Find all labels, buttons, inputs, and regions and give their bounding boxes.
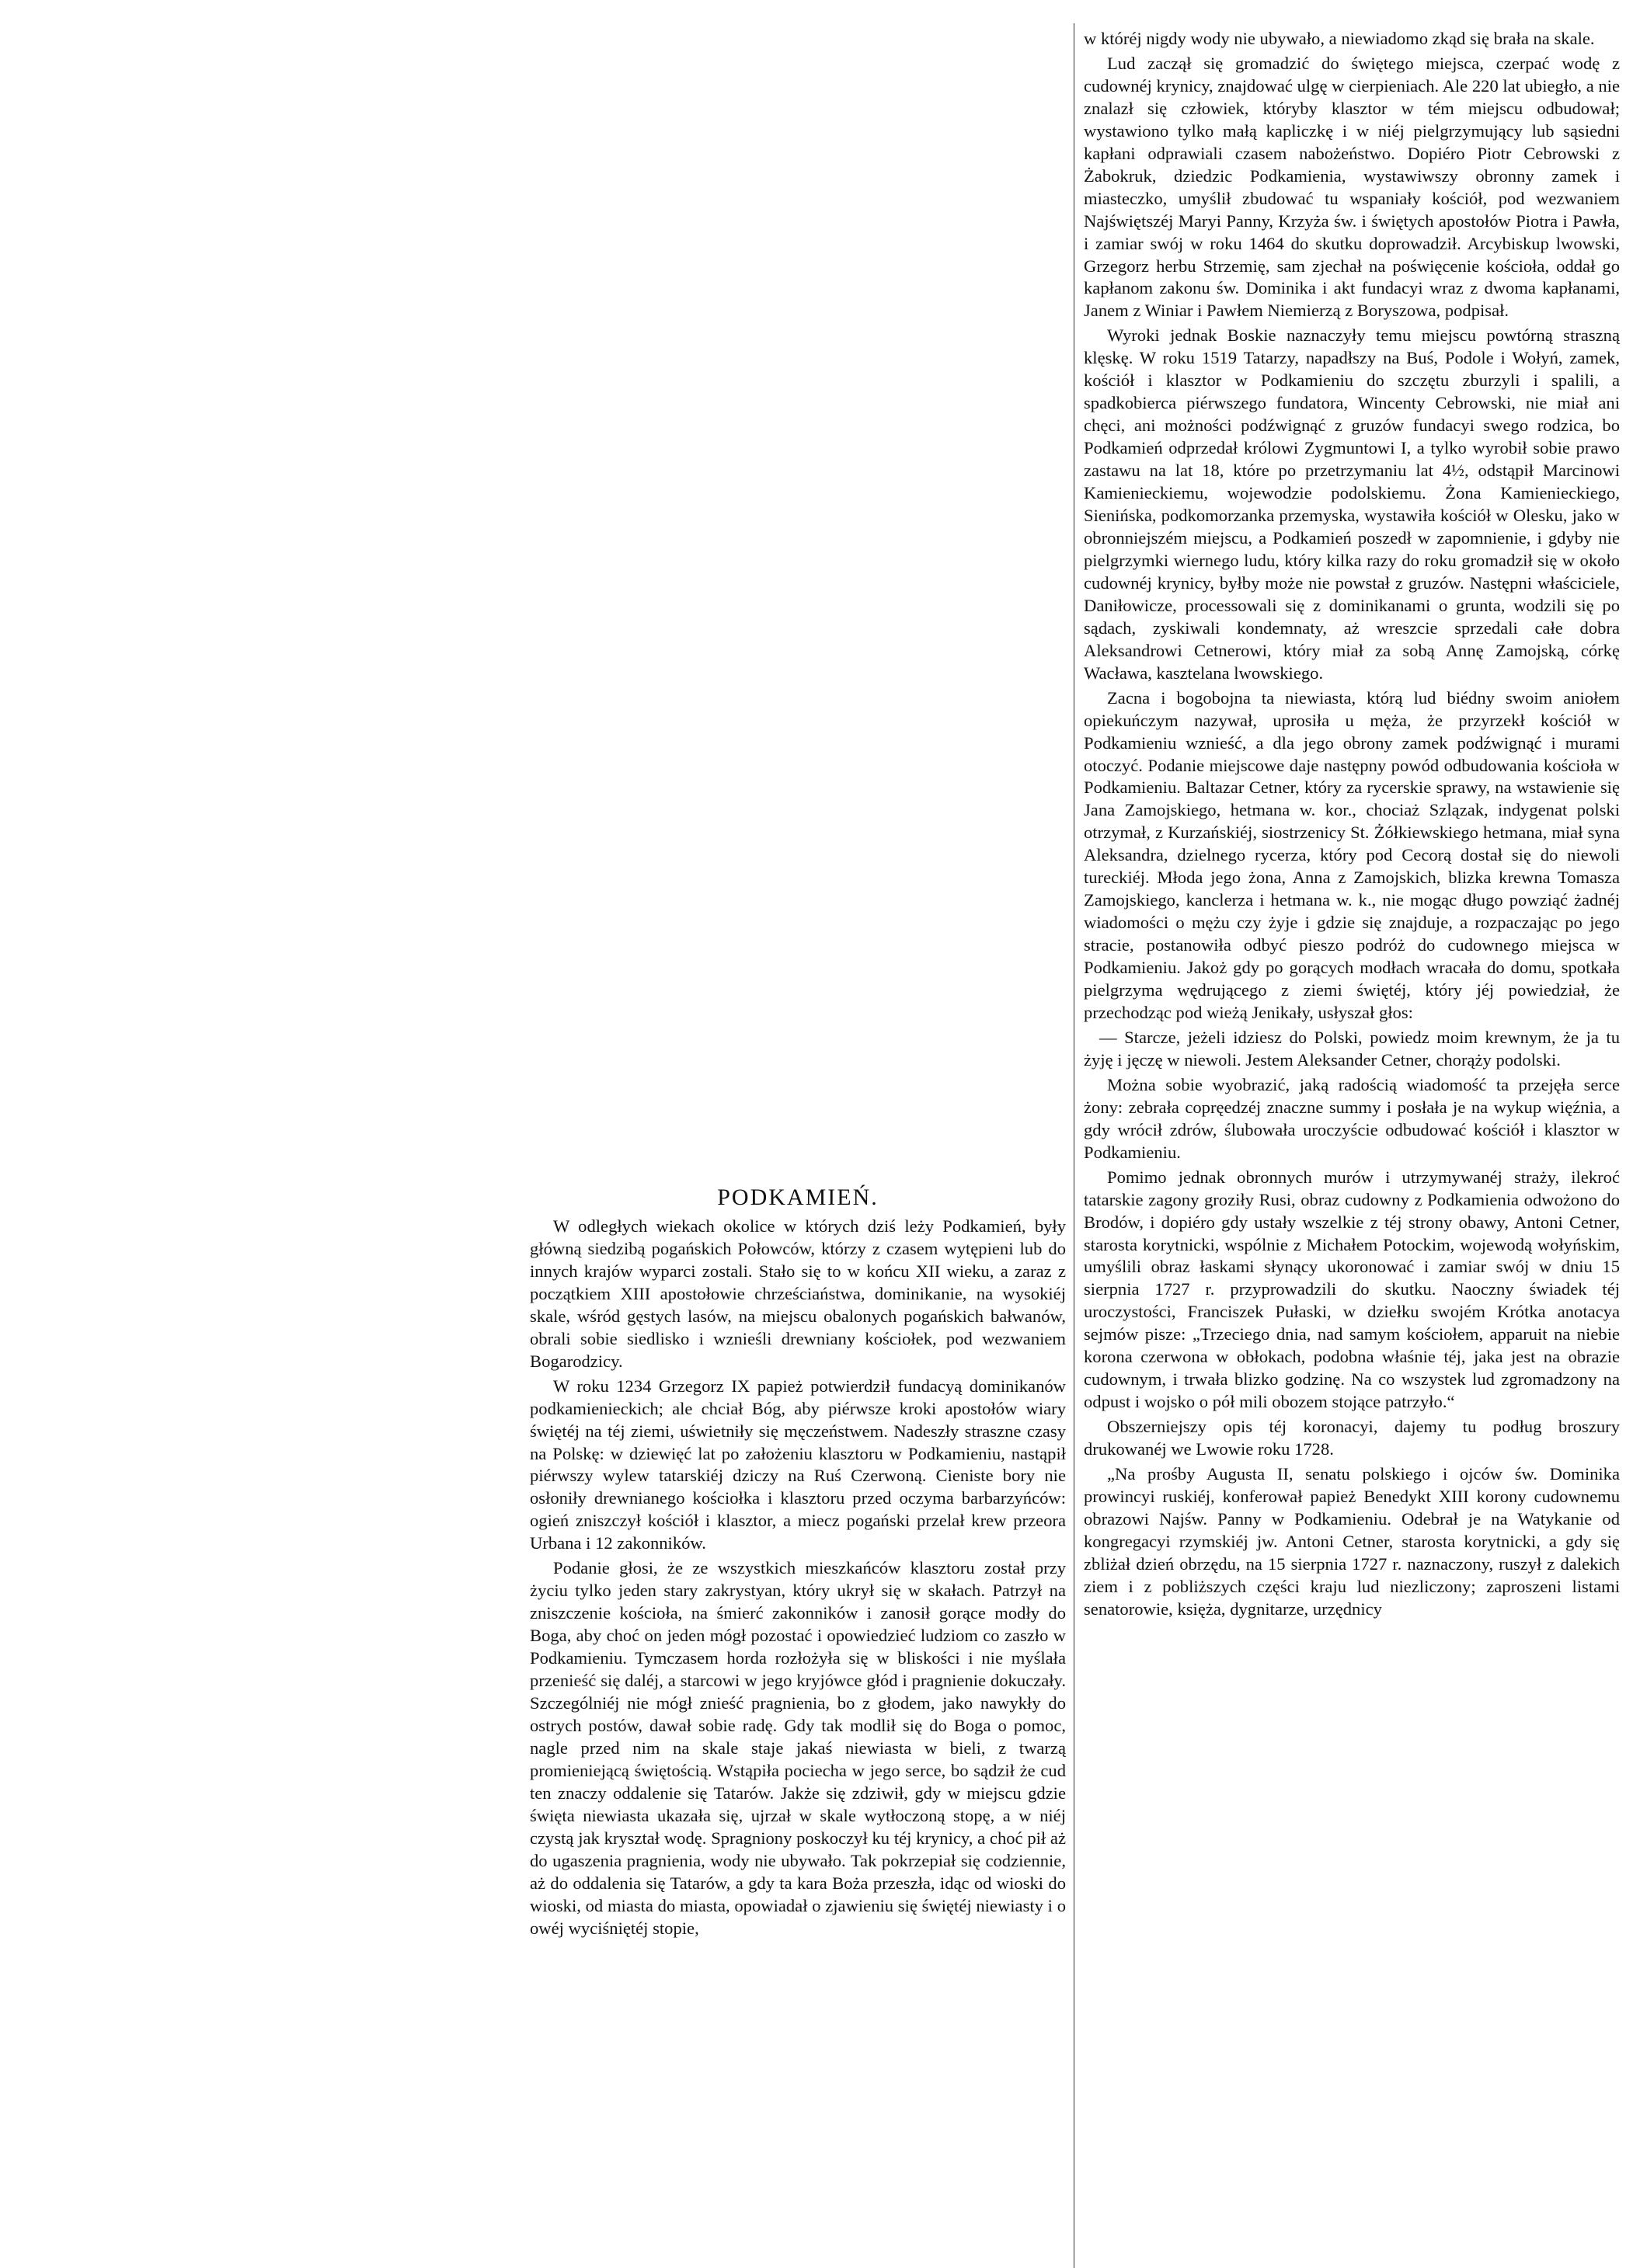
paragraph: Podanie głosi, że ze wszystkich mieszkańców klasztoru został przy życiu tylko jeden stary zakrystyan, który ukrył się w skałach. Patrzył na zniszczenie kościoła, na śmierć zakonników i zanosił gorące modły do Boga, aby choć on jeden mógł pozostać i opowiedzieć ludziom co zaszło w Podkamieniu. Tymczasem horda rozłożyła się w bliskości i nie myślała przenieść się daléj, a starcowi w jego kryjówce głód i pragnienie dokuczały. Szczególniéj nie mógł znieść pragnienia, bo z głodem, jako nawykły do ostrych postów, dawał sobie radę. Gdy tak modlił się do Boga o pomoc, nagle przed nim na skale staje jakaś niewiasta w bieli, z twarzą promieniejącą świętością. Wstąpiła pociecha w jego serce, bo sądził że cud ten znaczy oddalenie się Tatarów. Jakże się zdziwił, gdy w miejscu gdzie święta niewiasta ukazała się, ujrzał w skale wytłoczoną stopę, a w niéj czystą jak kryształ wodę. Spragniony poskoczył ku téj krynicy, a choć pił aż do ugaszenia pragnienia, wody nie ubywało. Tak pokrzepiał się codziennie, aż do oddalenia się Tatarów, a gdy ta kara Boża przeszła, idąc od wioski do wioski, od miasta do miasta, opowiadał o zjawieniu się świętéj niewiasty i o owéj wyciśniętéj stopie, <box>530 1558 1066 1938</box>
paragraph: Lud zaczął się gromadzić do świętego miejsca, czerpać wodę z cudownéj krynicy, znajdować ulgę w cierpieniach. Ale 220 lat ubiegło, a nie znalazł się człowiek, któryby klasztor w tém miejscu odbudował; wystawiono tylko małą kapliczkę i w niéj pielgrzymujący lub sąsiedni kapłani odprawiali czasem nabożeństwo. Dopiéro Piotr Cebrowski z Żabokruk, dziedzic Podkamienia, wystawiwszy obronny zamek i miasteczko, umyślił zbudować tu wspaniały kościół, pod wezwaniem Najświętszéj Maryi Panny, Krzyża św. i świętych apostołów Piotra i Pawła, i zamiar swój w roku 1464 do skutku doprowadził. Arcybiskup lwowski, Grzegorz herbu Strzemię, sam zjechał na poświęcenie kościoła, oddał go kapłanom zakonu św. Dominika i akt fundacyi wraz z dwoma kapłanami, Janem z Winiar i Pawłem Niemierzą z Boryszowa, podpisał. <box>1084 53 1620 321</box>
paragraph: Wyroki jednak Boskie naznaczyły temu miejscu powtórną straszną klęskę. W roku 1519 Tatarzy, napadłszy na Buś, Podole i Wołyń, zamek, kościół i klasztor w Podkamieniu do szczętu zburzyli i spalili, a spadkobierca piérwszego fundatora, Wincenty Cebrowski, nie miał ani chęci, ani możności podźwignąć z gruzów fundacyi swego rodzica, bo Podkamień odprzedał królowi Zygmuntowi I, a tylko wyrobił sobie prawo zastawu na lat 18, które po przetrzymaniu lat 4½, odstąpił Marcinowi Kamienieckiemu, wojewodzie podolskiemu. Żona Kamienieckiego, Sienińska, podkomorzanka przemyska, wystawiła kościół w Olesku, jako w obronniejszém miejscu, a Podkamień poszedł w zapomnienie, i gdyby nie pielgrzymki wiernego ludu, który kilka razy do roku gromadził się w około cudownéj krynicy, byłby może nie powstał z gruzów. Następni właściciele, Daniłowicze, processowali się z dominikanami o grunta, wodzili się po sądach, zyskiwali kondemnaty, aż wreszcie sprzedali całe dobra Aleksandrowi Cetnerowi, który miał za sobą Annę Zamojską, córkę Wacława, kasztelana lwowskiego. <box>1084 325 1620 683</box>
paragraph: Obszerniejszy opis téj koronacyi, dajemy tu podług broszury drukowanéj we Lwowie roku 1728. <box>1084 1417 1620 1459</box>
paragraph: W odległych wiekach okolice w których dziś leży Podkamień, były główną siedzibą pogańskich Połowców, którzy z czasem wytępieni lub do innych krajów wyparci zostali. Stało się to w końcu XII wieku, a zaraz z początkiem XIII apostołowie chrześciaństwa, dominikanie, na wysokiéj skale, wśród gęstych lasów, na miejscu obalonych pogańskich bałwanów, obrali sobie siedlisko i wznieśli drewniany kościołek, pod wezwaniem Bogarodzicy. <box>530 1216 1066 1371</box>
paragraph: Zacna i bogobojna ta niewiasta, którą lud biédny swoim aniołem opiekuńczym nazywał, uprosiła u męża, że przyrzekł kościół w Podkamieniu wznieść, a dla jego obrony zamek podźwignąć i murami otoczyć. Podanie miejscowe daje następny powód odbudowania kościoła w Podkamieniu. Baltazar Cetner, który za rycerskie sprawy, na wstawienie się Jana Zamojskiego, hetmana w. kor., chociaż Szlązak, indygenat polski otrzymał, z Kurzańskiéj, siostrzenicy St. Żółkiewskiego hetmana, miał syna Aleksandra, dzielnego rycerza, który pod Cecorą dostał się do niewoli tureckiéj. Młoda jego żona, Anna z Zamojskich, blizka krewna Tomasza Zamojskiego, kanclerza i hetmana w. k., nie mogąc długo powziąć żadnéj wiadomości o mężu czy żyje i gdzie się znajduje, a rozpaczając po jego stracie, postanowiła odbyć pieszo podróż do cudownego miejsca w Podkamieniu. Jakoż gdy po gorących modłach wracała do domu, spotkała pielgrzyma wędrującego z ziemi świętéj, który jéj powiedział, że przechodząc pod wieżą Jenikały, usłyszał głos: <box>1084 687 1620 1022</box>
paragraph: „Na prośby Augusta II, senatu polskiego i ojców św. Dominika prowincyi ruskiéj, konferował papież Benedykt XIII korony cudownemu obrazowi Najśw. Panny w Podkamieniu. Odebrał je na Watykanie od kongregacyi rzymskiéj jw. Antoni Cetner, starosta korytnicki, a gdy się zbliżał dzień obrzędu, na 15 sierpnia 1727 r. naznaczony, ruszył z dalekich ziem i z pobliższych części kraju lud niezliczony; zaproszeni listami senatorowie, księża, dygnitarze, urzędnicy <box>1084 1464 1620 1619</box>
right-column <box>1084 0 1620 2268</box>
left-column <box>530 0 1066 2268</box>
article-title: PODKAMIEŃ. <box>717 1184 879 1210</box>
paragraph: Pomimo jednak obronnych murów i utrzymywanéj straży, ilekroć tatarskie zagony groziły Rusi, obraz cudowny z Podkamienia odwożono do Brodów, i dopiéro gdy ustały wszelkie z téj strony obawy, Antoni Cetner, starosta korytnicki, wspólnie z Michałem Potockim, wojewodą wołyńskim, umyślili obraz łaskami słynący ukoronować i zamiar swój w dniu 15 sierpnia 1727 r. przyprowadzili do skutku. Naoczny świadek téj uroczystości, Franciszek Pułaski, w dziełku swojém Krótka anotacya sejmów pisze: „Trzeciego dnia, nad samym kościołem, apparuit na niebie korona czerwona w obłokach, podobna właśnie téj, jaka jest na obrazie cudownym, i trwała blizko godzinę. Na co wszystek lud zgromadzony na odpust i wojsko o pół mili obozem stojące patrzyło.“ <box>1084 1167 1620 1412</box>
quoted-speech: — Starcze, jeżeli idziesz do Polski, powiedz moim krewnym, że ja tu żyję i jęczę w niewoli. Jestem Aleksander Cetner, chorąży podolski. <box>1084 1027 1620 1070</box>
left-column-text <box>530 1184 1066 1943</box>
paragraph: Można sobie wyobrazić, jaką radością wiadomość ta przejęła serce żony: zebrała copręedzéj znaczne summy i posłała je na wykup więźnia, a gdy wrócił zdrów, ślubowała uroczyście odbudować kościół i klasztor w Podkamieniu. <box>1084 1074 1620 1162</box>
right-column-text <box>1084 28 1620 1623</box>
paragraph: w któréj nigdy wody nie ubywało, a niewiadomo zkąd się brała na skale. <box>1084 29 1595 48</box>
paragraph: W roku 1234 Grzegorz IX papież potwierdził fundacyą dominikanów podkamienieckich; ale chciał Bóg, aby piérwsze kroki apostołów wiary świętéj na téj ziemi, uświetniły się męczeństwem. Nadeszły straszne czasy na Polskę: w dziewięć lat po założeniu klasztoru w Podkamieniu, nastąpił piérwszy wylew tatarskiéj dziczy na Ruś Czerwoną. Cieniste bory nie osłoniły drewnianego kościołka i klasztoru przed oczyma barbarzyńców: ogień zniszczył kościół i klasztor, a miecz pogański przelał krew przeora Urbana i 12 zakonników. <box>530 1376 1066 1553</box>
